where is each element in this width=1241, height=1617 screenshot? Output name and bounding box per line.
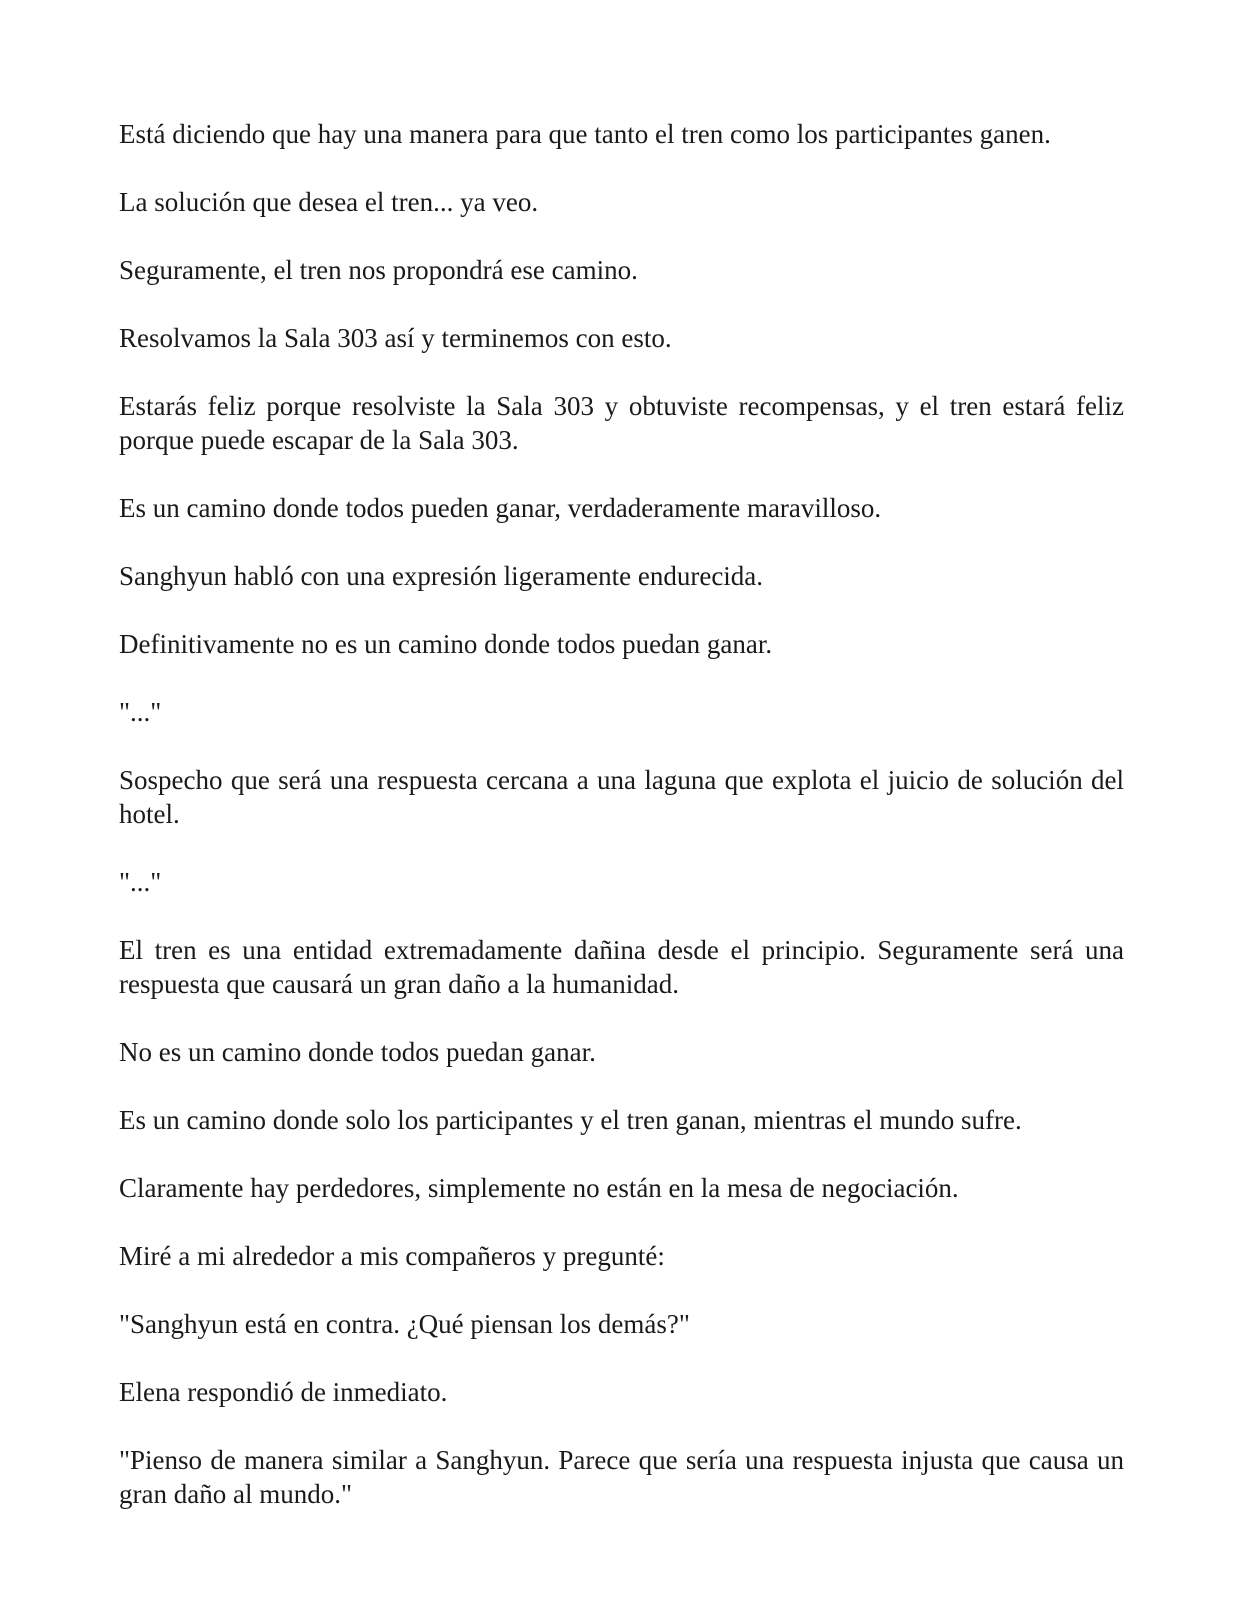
paragraph-1: Está diciendo que hay una manera para que tanto el tren como los participantes ganen. — [119, 119, 1051, 149]
paragraph-15: Claramente hay perdedores, simplemente no están en la mesa de negociación. — [119, 1173, 959, 1203]
document-page — [119, 117, 1124, 1545]
paragraph-19: "Pienso de manera similar a Sanghyun. Parece que sería una respuesta injusta que causa un gran daño al mundo." — [119, 1445, 1124, 1509]
paragraph-17: "Sanghyun está en contra. ¿Qué piensan los demás?" — [119, 1309, 690, 1339]
paragraph-4: Resolvamos la Sala 303 así y terminemos con esto. — [119, 323, 672, 353]
paragraph-14: Es un camino donde solo los participantes y el tren ganan, mientras el mundo sufre. — [119, 1105, 1022, 1135]
paragraph-16: Miré a mi alrededor a mis compañeros y pregunté: — [119, 1241, 665, 1271]
paragraph-9: "..." — [119, 697, 162, 727]
paragraph-3: Seguramente, el tren nos propondrá ese camino. — [119, 255, 638, 285]
paragraph-12: El tren es una entidad extremadamente dañina desde el principio. Seguramente será una respuesta que causará un gran daño a la humanidad. — [119, 935, 1124, 999]
paragraph-6: Es un camino donde todos pueden ganar, verdaderamente maravilloso. — [119, 493, 882, 523]
paragraph-2: La solución que desea el tren... ya veo. — [119, 187, 539, 217]
paragraph-13: No es un camino donde todos puedan ganar. — [119, 1037, 596, 1067]
paragraph-18: Elena respondió de inmediato. — [119, 1377, 448, 1407]
paragraph-7: Sanghyun habló con una expresión ligeramente endurecida. — [119, 561, 764, 591]
paragraph-10: Sospecho que será una respuesta cercana a una laguna que explota el juicio de solución del hotel. — [119, 765, 1124, 829]
paragraph-8: Definitivamente no es un camino donde todos puedan ganar. — [119, 629, 773, 659]
paragraph-11: "..." — [119, 867, 162, 897]
paragraph-5: Estarás feliz porque resolviste la Sala 303 y obtuviste recompensas, y el tren estará feliz porque puede escapar de la Sala 303. — [119, 391, 1124, 455]
